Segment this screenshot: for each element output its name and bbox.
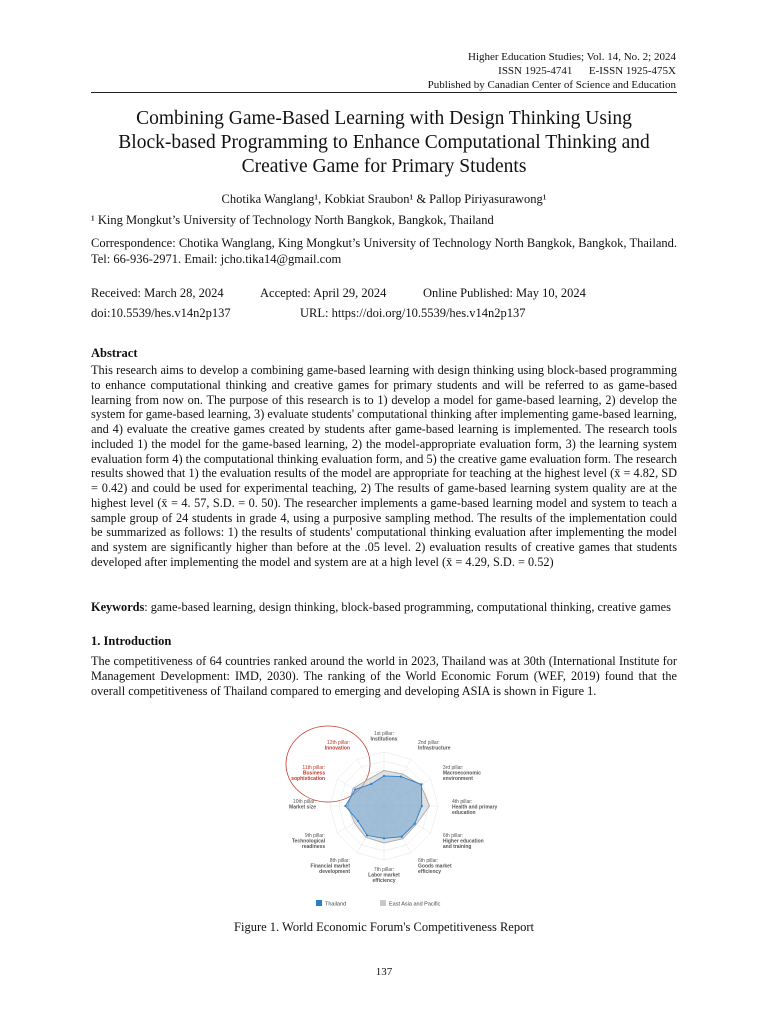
legend-swatch-region <box>380 900 386 906</box>
pillar-label-line: Infrastructure <box>418 745 451 752</box>
pillar-label-line: Technological <box>291 838 326 845</box>
pillar-label-line: 6th pillar: <box>442 833 464 839</box>
keywords-text: : game-based learning, design thinking, block-based programming, computational thinking, creative games <box>144 600 671 614</box>
competitiveness-radar-chart <box>270 720 498 912</box>
abstract-heading: Abstract <box>91 346 138 360</box>
pillar-label-line: development <box>319 868 350 875</box>
title-line-3: Creative Game for Primary Students <box>241 156 527 177</box>
legend-swatch-thailand <box>316 900 322 906</box>
pillar-label <box>325 740 350 752</box>
article-title <box>91 107 677 179</box>
published-date: Online Published: May 10, 2024 <box>423 286 586 300</box>
pillar-label-line: 9th pillar: <box>304 833 326 839</box>
pillar-label <box>418 858 452 875</box>
journal-line: Higher Education Studies; Vol. 14, No. 2; 2024 <box>468 51 676 63</box>
pillar-label-line: Business <box>302 770 326 777</box>
title-line-1: Combining Game-Based Learning with Design Thinking Using <box>136 108 632 129</box>
thailand-point <box>354 788 356 790</box>
pillar-label-line: Labor market <box>368 872 400 879</box>
pillar-label-line: 4th pillar: <box>452 799 473 805</box>
page-number: 137 <box>375 966 393 978</box>
introduction-paragraph: The competitiveness of 64 countries ranked around the world in 2023, Thailand was at 30th (International Institute for Management Development: IMD, 2030). The ranking of the World Economic Forum (WEF, 2019) found that the overall competitiveness of Thailand compared to emerging and developing ASIA is shown in Figure 1. <box>91 654 677 698</box>
thailand-point <box>401 836 403 838</box>
pillar-label-line: Institutions <box>370 736 398 743</box>
pillar-label-line: efficiency <box>372 878 396 884</box>
pillar-label-line: education <box>452 810 476 816</box>
thailand-point <box>383 775 385 777</box>
affiliation: ¹ King Mongkut’s University of Technology North Bangkok, Bangkok, Thailand <box>91 213 494 227</box>
pillar-label-line: 12th pillar: <box>326 740 350 747</box>
pillar-label <box>443 765 481 782</box>
pillar-label-line: efficiency <box>418 868 442 875</box>
pillar-label-line: 3rd pillar: <box>442 765 464 771</box>
title-line-2: Block-based Programming to Enhance Computational Thinking and <box>118 132 650 153</box>
thailand-point <box>400 776 402 778</box>
pillar-label <box>289 799 316 811</box>
pillar-label-line: Market size <box>289 804 316 811</box>
pillar-label-line: Health and primary <box>452 804 498 811</box>
pillar-label-line: 2nd pillar: <box>418 740 440 747</box>
publisher-line: Published by Canadian Center of Science and Education <box>427 79 676 91</box>
received-date: Received: March 28, 2024 <box>91 286 224 300</box>
pillar-label <box>452 799 498 816</box>
pillar-label-line: readiness <box>301 844 326 850</box>
pillar-label-line: 8th pillar: <box>329 857 350 864</box>
thailand-point <box>420 783 422 785</box>
thailand-point <box>344 805 346 807</box>
correspondence: Correspondence: Chotika Wanglang, King Mongkut’s University of Technology North Bangkok, Bangkok, Thailand. Tel: 66-936-2971. Email: jcho.tika14@gmail.com <box>91 236 677 266</box>
thailand-point <box>370 783 372 785</box>
pillar-label-line: Higher education <box>442 838 484 845</box>
pillar-label-line: sophistication <box>291 776 326 782</box>
pillar-label <box>418 740 451 752</box>
legend-label-thailand: Thailand <box>325 901 347 908</box>
author-list: Chotika Wanglang¹, Kobkiat Sraubon¹ & Pallop Piriyasurawong¹ <box>221 192 547 206</box>
pillar-label-line: 10th pillar: <box>292 799 316 805</box>
pillar-label <box>291 765 325 782</box>
pillar-label-line: 7th pillar: <box>373 867 395 873</box>
figure-caption: Figure 1. World Economic Forum's Competitiveness Report <box>234 920 534 934</box>
pillar-label-line: environment <box>442 776 473 782</box>
pillar-label-line: and training <box>442 844 472 850</box>
thailand-point <box>421 805 423 807</box>
pillar-label-line: 1st pillar: <box>373 731 395 737</box>
abstract-body: This research aims to develop a combining game-based learning with design thinking using block-based programming to enhance computational thinking and creative games for primary students and will be referred to as game-based learning from now on. The purpose of this research is to 1) develop a model for game-based learning, 2) develop the system for game-based learning, 3) evaluate students' computational thinking after implementing game-based learning, and 4) evaluate the creative games created by students after game-based learning is implemented. The research tools included 1) the model for the game-based learning, 2) the model-appropriate evaluation form, 3) the learning system evaluation form 4) the computational thinking evaluation form, and 5) the creative game evaluation form. The research results showed that 1) the evaluation results of the model are appropriate for teaching at the highest level (x̄ = 4.82, SD = 0.42) and could be used for experimental teaching, 2) The results of game-based learning system quality are at the highest level (x̄ = 4. 57, S.D. = 0. 50). The researcher implements a game-based learning model and system to teach a sample group of 24 students in grade 4, using a purposive sampling method. The results of the implementation could be summarized as follows: 1) the results of students' computational thinking evaluation after implementing the model and system are significantly higher than before at the .05 level. 2) evaluation results of creative games that students developed after implementing the model and system are at a high level (x̄ = 4.29, S.D. = 0.52) <box>91 363 677 569</box>
thailand-point <box>414 823 416 825</box>
running-head <box>428 50 676 92</box>
pillar-label <box>368 867 400 884</box>
pillar-label-line: Innovation <box>324 745 350 752</box>
pillar-label-line: 6th pillar: <box>418 857 439 864</box>
thailand-point <box>357 820 359 822</box>
figure-1 <box>270 720 498 912</box>
url-link[interactable]: URL: https://doi.org/10.5539/hes.v14n2p137 <box>300 306 526 320</box>
section-heading-introduction: 1. Introduction <box>91 634 172 648</box>
pillar-label <box>311 858 351 875</box>
pillar-label <box>443 833 484 850</box>
pillar-label <box>371 731 398 743</box>
keywords <box>91 600 677 615</box>
pillar-label-line: Financial market <box>310 863 350 870</box>
header-rule <box>91 92 677 93</box>
issn-line: ISSN 1925-4741 E-ISSN 1925-475X <box>498 65 676 77</box>
thailand-point <box>366 834 368 836</box>
pillar-label <box>292 833 326 850</box>
doi-text[interactable]: doi:10.5539/hes.v14n2p137 <box>91 306 231 320</box>
thailand-point <box>383 837 385 839</box>
pillar-label-line: 11th pillar: <box>302 765 326 771</box>
legend-label-region: East Asia and Pacific <box>389 901 441 908</box>
accepted-date: Accepted: April 29, 2024 <box>260 286 387 300</box>
pillar-label-line: Macroeconomic <box>442 770 481 777</box>
pillar-label-line: Goods market <box>418 863 452 870</box>
keywords-label: Keywords <box>91 600 145 614</box>
